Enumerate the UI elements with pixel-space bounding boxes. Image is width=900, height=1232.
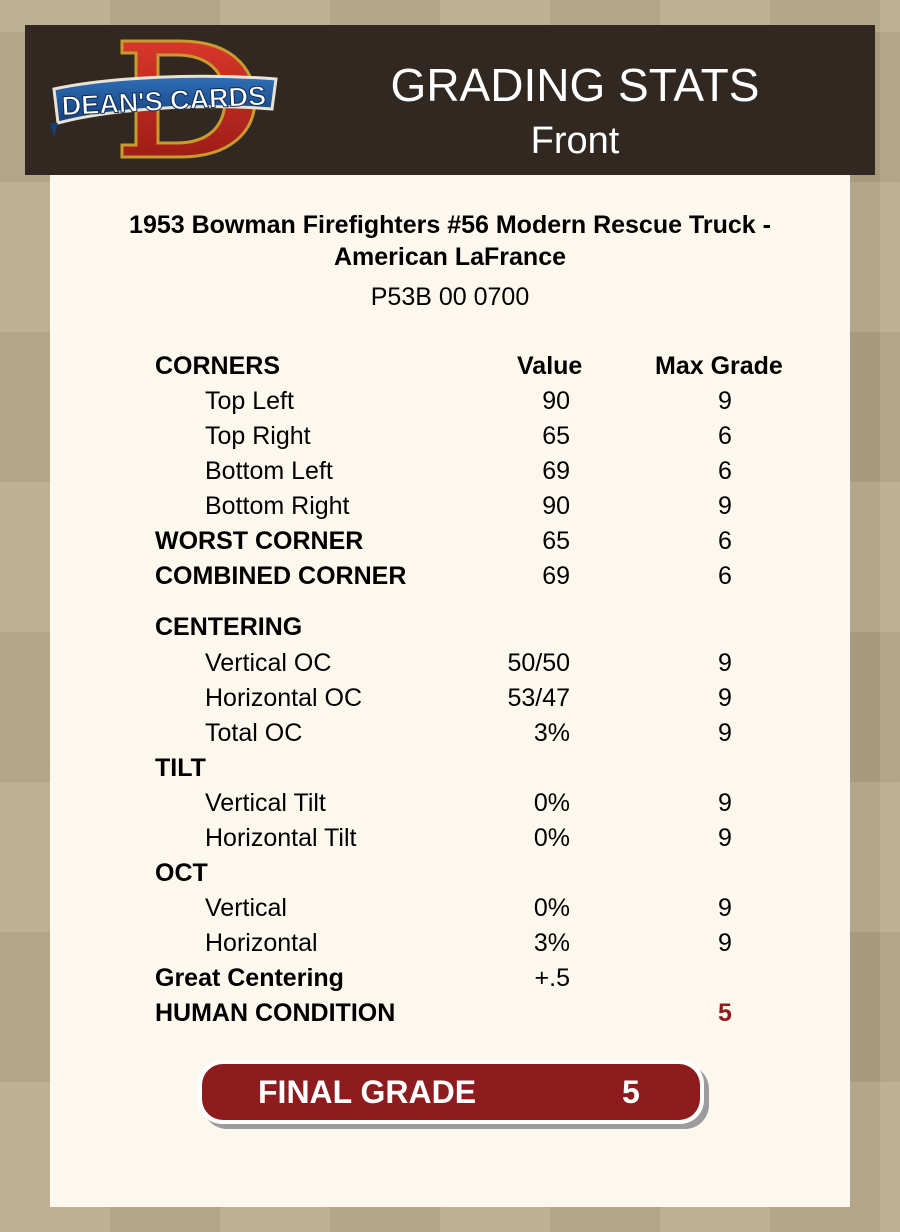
value-column-header: Value (517, 352, 583, 380)
row-value: 0% (533, 824, 570, 852)
final-grade-badge (198, 1060, 704, 1124)
row-value: 69 (542, 457, 570, 485)
section-centering: CENTERING (155, 613, 303, 641)
table-row (50, 524, 850, 559)
row-value: 53/47 (507, 684, 570, 712)
row-label: Bottom Right (205, 492, 350, 520)
row-label: Vertical Tilt (205, 789, 326, 817)
row-value: 0% (533, 789, 570, 817)
cert-number: P53B 00 0700 (370, 283, 530, 311)
human-condition-grade: 5 (718, 999, 732, 1027)
row-value: 3% (533, 719, 570, 747)
row-value: 65 (542, 527, 570, 555)
final-grade-value: 5 (622, 1074, 640, 1110)
table-row (50, 786, 850, 821)
max-grade-column-header: Max Grade (655, 352, 783, 380)
section-oct: OCT (155, 859, 208, 887)
row-max-grade: 6 (718, 527, 732, 555)
row-max-grade: 9 (718, 929, 732, 957)
grading-panel (50, 175, 850, 1207)
svg-text:DEAN'S CARDS: DEAN'S CARDS (61, 80, 267, 122)
row-label: Vertical (205, 894, 287, 922)
row-max-grade: 9 (718, 387, 732, 415)
row-label: Horizontal OC (205, 684, 362, 712)
page-subtitle: Front (530, 120, 620, 162)
row-value: +.5 (534, 964, 570, 992)
row-label: Top Left (205, 387, 294, 415)
row-label: HUMAN CONDITION (155, 999, 396, 1027)
oct-header-row (50, 856, 850, 891)
row-value: 90 (542, 492, 570, 520)
table-row (50, 821, 850, 856)
table-row (50, 996, 850, 1031)
table-row (50, 716, 850, 751)
row-value: 3% (533, 929, 570, 957)
row-max-grade: 9 (718, 824, 732, 852)
row-value: 0% (533, 894, 570, 922)
section-tilt: TILT (155, 754, 206, 782)
tilt-header-row (50, 751, 850, 786)
table-row (50, 489, 850, 524)
table-row (50, 559, 850, 594)
table-row (50, 891, 850, 926)
row-value: 65 (542, 422, 570, 450)
table-row (50, 384, 850, 419)
header-bar (25, 25, 875, 175)
row-max-grade: 6 (718, 422, 732, 450)
row-max-grade: 9 (718, 684, 732, 712)
table-row (50, 454, 850, 489)
table-row (50, 681, 850, 716)
row-max-grade: 9 (718, 492, 732, 520)
card-name: 1953 Bowman Firefighters #56 Modern Rescue Truck - American LaFrance (129, 211, 771, 271)
final-grade-label: FINAL GRADE (258, 1074, 477, 1110)
row-label: Top Right (205, 422, 311, 450)
row-max-grade: 9 (718, 649, 732, 677)
row-value: 50/50 (507, 649, 570, 677)
row-max-grade: 9 (718, 894, 732, 922)
centering-header-row (50, 610, 850, 645)
row-label: Vertical OC (205, 649, 332, 677)
row-label: Total OC (205, 719, 303, 747)
row-label: COMBINED CORNER (155, 562, 407, 590)
row-max-grade: 9 (718, 719, 732, 747)
corners-header-row (50, 349, 850, 384)
section-corners: CORNERS (155, 352, 281, 380)
row-label: WORST CORNER (155, 527, 364, 555)
row-value: 90 (542, 387, 570, 415)
table-row (50, 926, 850, 961)
row-max-grade: 6 (718, 457, 732, 485)
row-label: Great Centering (155, 964, 344, 992)
table-row (50, 961, 850, 996)
row-value: 69 (542, 562, 570, 590)
row-label: Bottom Left (205, 457, 333, 485)
deans-cards-logo (50, 37, 280, 162)
final-grade-bar (202, 1064, 700, 1120)
table-row (50, 646, 850, 681)
page-title: GRADING STATS (390, 59, 760, 111)
table-row (50, 419, 850, 454)
row-max-grade: 9 (718, 789, 732, 817)
row-label: Horizontal Tilt (205, 824, 357, 852)
row-label: Horizontal (205, 929, 318, 957)
row-max-grade: 6 (718, 562, 732, 590)
